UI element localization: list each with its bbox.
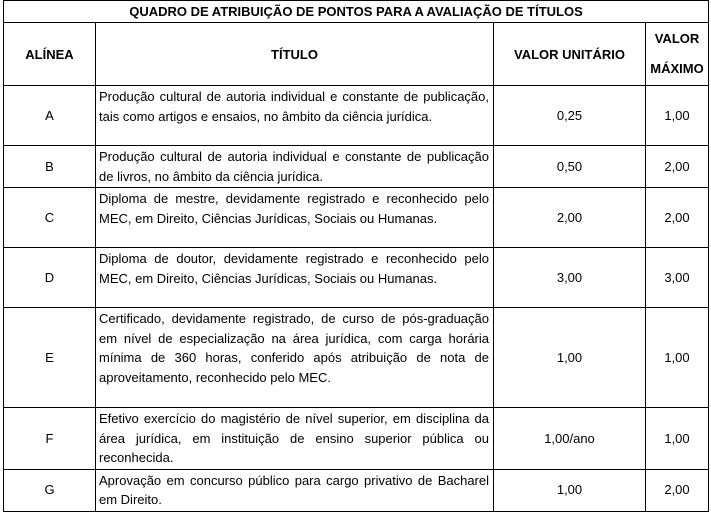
- header-valor-maximo-line1: VALOR: [654, 31, 700, 46]
- cell-valor-maximo: 2,00: [646, 188, 709, 248]
- cell-valor-maximo: 2,00: [646, 146, 709, 188]
- cell-valor-unitario: 0,25: [494, 86, 646, 146]
- table-row: [4, 408, 709, 470]
- cell-titulo: Produção cultural de autoria individual e constante de publicação, tais como artigos e ensaios, no âmbito da ciência jurídica.: [96, 86, 494, 146]
- header-valor-maximo: [646, 23, 709, 86]
- cell-titulo: Produção cultural de autoria individual e constante de publicação de livros, no âmbito da ciência jurídica.: [96, 146, 494, 188]
- header-titulo: TÍTULO: [96, 23, 494, 86]
- cell-alinea: A: [4, 86, 96, 146]
- cell-titulo: Efetivo exercício do magistério de nível superior, em disciplina da área jurídica, em instituição de ensino superior pública ou reconhecida.: [96, 408, 494, 470]
- table-row: [4, 469, 709, 511]
- cell-alinea: D: [4, 248, 96, 308]
- cell-valor-unitario: 1,00/ano: [494, 408, 646, 470]
- cell-valor-maximo: 1,00: [646, 308, 709, 408]
- cell-alinea: B: [4, 146, 96, 188]
- table-row: [4, 86, 709, 146]
- header-row: [4, 23, 709, 86]
- table-row: [4, 308, 709, 408]
- cell-valor-unitario: 3,00: [494, 248, 646, 308]
- cell-alinea: E: [4, 308, 96, 408]
- cell-valor-unitario: 0,50: [494, 146, 646, 188]
- cell-valor-maximo: 3,00: [646, 248, 709, 308]
- cell-alinea: F: [4, 408, 96, 470]
- cell-titulo: Aprovação em concurso público para cargo privativo de Bacharel em Direito.: [96, 469, 494, 511]
- cell-valor-unitario: 2,00: [494, 188, 646, 248]
- cell-valor-unitario: 1,00: [494, 469, 646, 511]
- cell-alinea: G: [4, 469, 96, 511]
- cell-valor-maximo: 1,00: [646, 86, 709, 146]
- cell-titulo: Diploma de mestre, devidamente registrado e reconhecido pelo MEC, em Direito, Ciências Jurídicas, Sociais ou Humanas.: [96, 188, 494, 248]
- header-valor-maximo-line2: MÁXIMO: [650, 61, 704, 76]
- cell-alinea: C: [4, 188, 96, 248]
- cell-valor-maximo: 1,00: [646, 408, 709, 470]
- table-row: [4, 146, 709, 188]
- table-row: [4, 248, 709, 308]
- cell-titulo: Certificado, devidamente registrado, de curso de pós-graduação em nível de especialização na área jurídica, com carga horária mínima de 360 horas, conferido após atribuição de nota de aproveitamento, reconhecido pelo MEC.: [96, 308, 494, 408]
- points-table: [3, 0, 709, 512]
- header-valor-unitario: VALOR UNITÁRIO: [494, 23, 646, 86]
- table-row: [4, 188, 709, 248]
- header-alinea: ALÍNEA: [4, 23, 96, 86]
- cell-valor-maximo: 2,00: [646, 469, 709, 511]
- points-table-container: [3, 0, 708, 512]
- table-caption: QUADRO DE ATRIBUIÇÃO DE PONTOS PARA A AVALIAÇÃO DE TÍTULOS: [4, 1, 709, 23]
- cell-valor-unitario: 1,00: [494, 308, 646, 408]
- cell-titulo: Diploma de doutor, devidamente registrado e reconhecido pelo MEC, em Direito, Ciências Jurídicas, Sociais ou Humanas.: [96, 248, 494, 308]
